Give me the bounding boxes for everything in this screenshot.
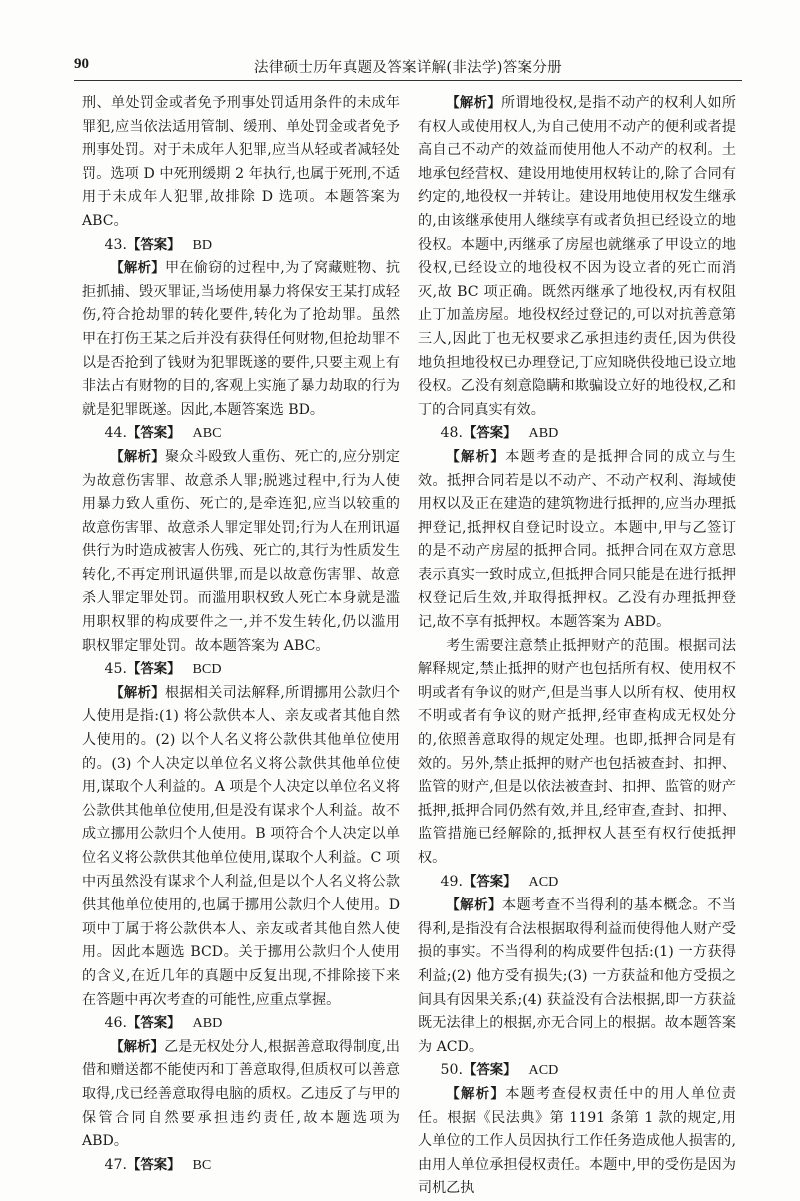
analysis-50: [418, 1083, 736, 1201]
page-number: 90: [74, 56, 89, 72]
analysis-text: 本题考查不当得利的基本概念。不当得利,是指没有合法根据取得利益而使得他人财产受损的事实。不当得利的构成要件包括:(1) 一方获得利益;(2) 他方受有损失;(3) 一方获益和他方受损之间具有因果关系;(4) 获益没有合法根据,即一方获益既无法律上的根据,亦无合同上的根据。故本题答案为 ACD。: [418, 897, 737, 1055]
question-number: 44.: [104, 425, 127, 442]
answer-line-46: [82, 1012, 400, 1036]
analysis-text: 根据相关司法解释,所谓挪用公款归个人使用是指:(1) 将公款供本人、亲友或者其他自然人使用的。(2) 以个人名义将公款供其他单位使用的。(3) 个人决定以单位名义将公款供其他单位使用,谋取个人利益的。A 项是个人决定以单位名义将公款供其他单位使用,但是没有谋求个人利益。故不成立挪用公款归个人使用。B 项符合个人决定以单位名义将公款供其他单位使用,谋取个人利益。C 项中丙虽然没有谋求个人利益,但是以个人名义将公款供其他单位使用的,也属于挪用公款归个人使用。D 项中丁属于将公款供本人、亲友或者其他自然人使用。因此本题选 BCD。关于挪用公款归个人使用的含义,在近几年的真题中反复出现,不排除接下来在答题中再次考查的可能性,应重点掌握。: [82, 684, 401, 1008]
analysis-47: [418, 92, 736, 422]
answer-line-43: [82, 234, 400, 258]
analysis-43: [82, 257, 400, 422]
analysis-tag: 【解析】: [110, 685, 166, 701]
analysis-tag: 【解析】: [110, 1039, 165, 1055]
analysis-tag: 【解析】: [446, 96, 502, 111]
answer-value: BD: [192, 236, 213, 253]
question-number: 45.: [104, 661, 127, 678]
paragraph: 考生需要注意禁止抵押财产的范围。根据司法解释规定,禁止抵押的财产也包括所有权、使用权不明或者有争议的财产,但是当事人以所有权、使用权不明或者有争议的财产抵押,经审查构成无权处分的,依照善意取得的规定处理。也即,抵押合同是有效的。另外,禁止抵押的财产也包括被查封、扣押、监管的财产,但是以依法被查封、扣押、监管的财产抵押,抵押合同仍然有效,并且,经审查,查封、扣押、监管措施已经解除的,抵押权人甚至有权行使抵押权。: [418, 637, 736, 866]
answer-tag: 【答案】: [126, 1157, 181, 1173]
answer-value: ABC: [192, 425, 222, 442]
answer-value: ABD: [192, 1015, 223, 1032]
page-header: [74, 54, 742, 81]
question-number: 43.: [104, 236, 127, 253]
paragraph: 刑、单处罚金或者免予刑事处罚适用条件的未成年罪犯,应当依法适用管制、缓刑、单处罚金或者免予刑事处罚。对于未成年人犯罪,应当从轻或者减轻处罚。选项 D 中死刑缓期 2 年执行,也属于死刑,不适用于未成年人犯罪,故排除 D 选项。本题答案为 ABC。: [82, 95, 400, 229]
analysis-text: 本题考查侵权责任中的用人单位责任。根据《民法典》第 1191 条第 1 款的规定,用人单位的工作人员因执行工作任务造成他人损害的,由用人单位承担侵权责任。本题中,甲的受伤是因为司机乙执: [418, 1085, 737, 1197]
analysis-text: 乙是无权处分人,根据善意取得制度,出借和赠送都不能使丙和丁善意取得,但质权可以善意取得,戊已经善意取得电脑的质权。乙违反了与甲的保管合同自然要承担违约责任,故本题选项为 ABD。: [82, 1038, 400, 1150]
left-column: [82, 92, 400, 1177]
analysis-48: [418, 446, 736, 635]
analysis-tag: 【解析】: [110, 261, 166, 277]
answer-value: ABD: [528, 425, 559, 442]
question-number: 48.: [440, 425, 463, 442]
analysis-text: 甲在偷窃的过程中,为了窝藏赃物、抗拒抓捕、毁灭罪证,当场使用暴力将保安王某打成轻伤,符合抢劫罪的转化要件,转化为了抢劫罪。虽然甲在打伤王某之后并没有获得任何财物,但抢劫罪不以是否抢到了钱财为犯罪既遂的要件,只要主观上有非法占有财物的目的,客观上实施了暴力劫取的行为就是犯罪既遂。因此,本题答案选 BD。: [82, 260, 401, 418]
question-number: 46.: [104, 1015, 127, 1032]
answer-line-47: [82, 1154, 400, 1178]
analysis-text: 聚众斗殴致人重伤、死亡的,应分别定为故意伤害罪、故意杀人罪;脱逃过程中,行为人使用暴力致人重伤、死亡的,是牵连犯,应当以较重的故意伤害罪、故意杀人罪定罪处罚;行为人在刑讯逼供行为时造成被害人伤残、死亡的,其行为性质发生转化,不再定刑讯逼供罪,而是以故意伤害罪、故意杀人罪定罪处罚。而滥用职权致人死亡本身就是滥用职权罪的构成要件之一,并不发生转化,仍以滥用职权罪定罪处罚。故本题答案为 ABC。: [82, 448, 401, 654]
right-column: [418, 92, 736, 1201]
analysis-text: 本题考查的是抵押合同的成立与生效。抵押合同若是以不动产、不动产权利、海域使用权以及正在建造的建筑物进行抵押的,应当办理抵押登记,抵押权自登记时设立。本题中,甲与乙签订的是不动产房屋的抵押合同。抵押合同在双方意思表示真实一致时成立,但抵押合同只能是在进行抵押权登记后生效,并取得抵押权。乙没有办理抵押登记,故不享有抵押权。本题答案为 ABD。: [418, 448, 737, 631]
analysis-49: [418, 894, 736, 1059]
answer-tag: 【答案】: [462, 426, 517, 442]
answer-value: ACD: [528, 1062, 559, 1079]
question-number: 49.: [440, 873, 463, 890]
answer-tag: 【答案】: [462, 1063, 517, 1079]
answer-line-50: [418, 1059, 736, 1083]
analysis-tag: 【解析】: [446, 898, 503, 914]
answer-tag: 【答案】: [462, 874, 517, 890]
answer-value: BC: [192, 1156, 212, 1173]
question-number: 50.: [440, 1062, 463, 1079]
analysis-46: [82, 1036, 400, 1154]
answer-tag: 【答案】: [126, 237, 181, 253]
analysis-text: 所谓地役权,是指不动产的权利人如所有权人或使用权人,为自己使用不动产的便利或者提高自己不动产的效益而使用他人不动产的权利。土地承包经营权、建设用地使用权转让的,除了合同有约定的,地役权一并转让。建设用地使用权发生继承的,由该继承使用人继续享有或者负担已经设立的地役权。本题中,丙继承了房屋也就继承了甲设立的地役权,已经设立的地役权不因为设立者的死亡而消灭,故 BC 项正确。既然丙继承了地役权,丙有权阻止丁加盖房屋。地役权经过登记的,可以对抗善意第三人,因此丁也无权要求乙承担违约责任,因为供役地负担地役权已办理登记,丁应知晓供役地已设立地役权。乙没有刻意隐瞒和欺骗设立好的地役权,乙和丁的合同真实有效。: [418, 95, 737, 418]
answer-tag: 【答案】: [126, 1016, 181, 1032]
analysis-tag: 【解析】: [446, 1086, 506, 1102]
answer-value: BCD: [192, 661, 222, 678]
analysis-tag: 【解析】: [110, 449, 166, 465]
answer-tag: 【答案】: [126, 662, 181, 678]
answer-line-49: [418, 871, 736, 895]
answer-value: ACD: [528, 873, 559, 890]
answer-line-45: [82, 658, 400, 682]
question-number: 47.: [104, 1156, 127, 1173]
running-title: 法律硕士历年真题及答案详解(非法学)答案分册: [254, 60, 562, 76]
answer-tag: 【答案】: [126, 426, 181, 442]
answer-line-48: [418, 422, 736, 446]
analysis-45: [82, 682, 400, 1012]
analysis-tag: 【解析】: [446, 449, 506, 465]
analysis-44: [82, 446, 400, 658]
answer-line-44: [82, 422, 400, 446]
